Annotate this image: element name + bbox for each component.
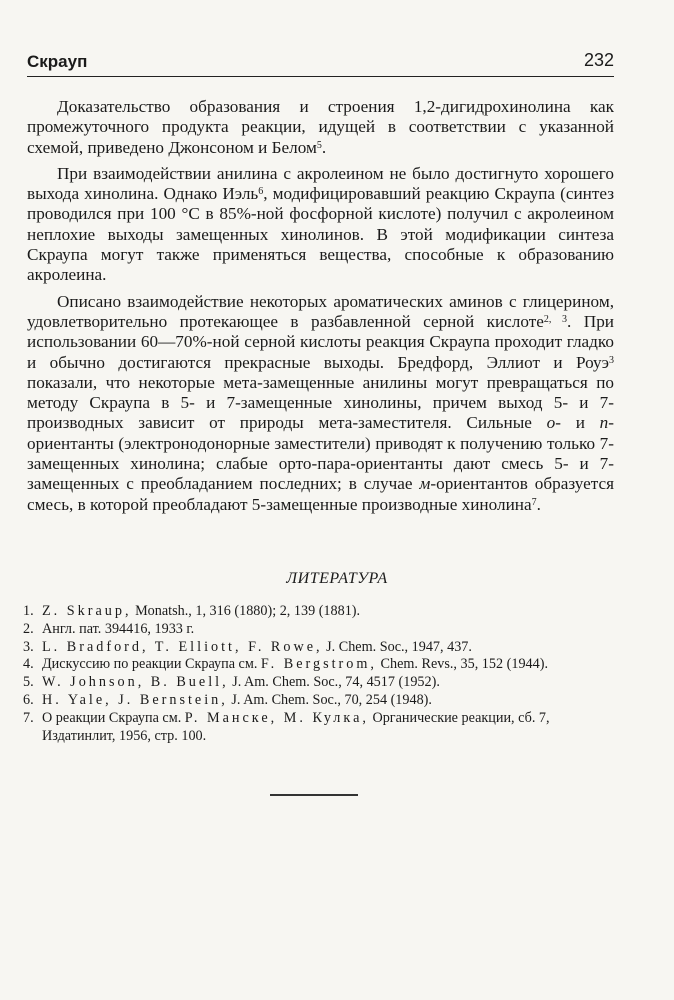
- reference-list: [23, 603, 615, 745]
- header-title: Скрауп: [27, 52, 88, 71]
- ref-author: L. Bradford, T. Elliott, F. Rowe,: [42, 638, 323, 655]
- footnote-ref: 2, 3: [543, 313, 568, 325]
- end-rule: [270, 794, 358, 796]
- page-number: 232: [583, 50, 614, 70]
- literature-heading: ЛИТЕРАТУРА: [286, 570, 388, 587]
- ref-author: W. Johnson, B. Buell,: [42, 674, 229, 691]
- reference-item: 6. H. Yale, J. Bernstein, J. Am. Chem. Soc., 70, 254 (1948).: [23, 691, 432, 708]
- paragraph-3: Описано взаимодействие некоторых ароматических аминов с глицерином, удовлетворительно протекающее в разбавленной серной кислоте$^{2, 3}$. При использовании 60—70%-ной серной кислоты реакция Скраупа проходит гладко и обычно достигаются прекрасные выходы. Бредфорд, Эллиот и Роуэ$^3$ показали, что некоторые мета-замещенные анилины могут превращаться по методу Скраупа в 5- и 7-замещенные хинолины, причем выход 5- и 7-производных зависит от природы мета-заместителя. Сильные о- и п-ориентанты (электронодонорные заместители) приводят к получению только 7-замещенных хинолина; слабые орто-пара-ориентанты дают смесь 5- и 7-замещенных с преобладанием последних; в случае м-ориентантов образуется смесь, в которой преобладают 5-замещенные производные хинолина$^7$.: [27, 291, 615, 514]
- reference-item: 4. Дискуссию по реакции Скраупа см. F. Bergstrom, Chem. Revs., 35, 152 (1944).: [23, 656, 548, 673]
- ref-author: Р. Манске, М. Кулка,: [184, 709, 369, 726]
- paragraph-2: При взаимодействии анилина с акролеином не было достигнуто хорошего выхода хинолина. Однако Иэль$^6$, модифицировавший реакцию Скраупа (синтез проводился при 100 °С в 85%-ной фосфорной кислоте) получил с акролеином неплохие выходы замещенных хинолинов. В этой модификации синтеза Скраупа могут также применяться вещества, способные к образованию акролеина.: [27, 163, 614, 285]
- body-text: [27, 97, 614, 521]
- footnote-ref: 6: [258, 186, 264, 198]
- footnote-ref: 5: [316, 139, 322, 151]
- paragraph-1: Доказательство образования и строения 1,2-дигидрохинолина как промежуточного продукта реакции, идущей в соответствии с указанной схемой, приведено Джонсоном и Белом$^5$.: [27, 97, 614, 157]
- reference-item: 5. W. Johnson, B. Buell, J. Am. Chem. Soc., 74, 4517 (1952).: [23, 674, 440, 691]
- running-header: [27, 50, 614, 77]
- reference-item: 7. О реакции Скраупа см. Р. Манске, М. Кулка, Органические реакции, сб. 7, Издатинлит, 1956, стр. 100.: [23, 709, 550, 744]
- reference-item: 3. L. Bradford, T. Elliott, F. Rowe, J. Chem. Soc., 1947, 437.: [23, 638, 472, 655]
- footnote-ref: 3: [609, 354, 614, 366]
- ref-author: H. Yale, J. Bernstein,: [42, 691, 228, 708]
- reference-item: 2. Англ. пат. 394416, 1933 г.: [23, 620, 195, 637]
- ref-author: F. Bergstrom,: [260, 656, 377, 673]
- footnote-ref: 7: [531, 496, 537, 508]
- reference-item: 1. Z. Skraup, Monatsh., 1, 316 (1880); 2, 139 (1881).: [23, 603, 361, 619]
- ref-author: Z. Skraup,: [42, 603, 132, 619]
